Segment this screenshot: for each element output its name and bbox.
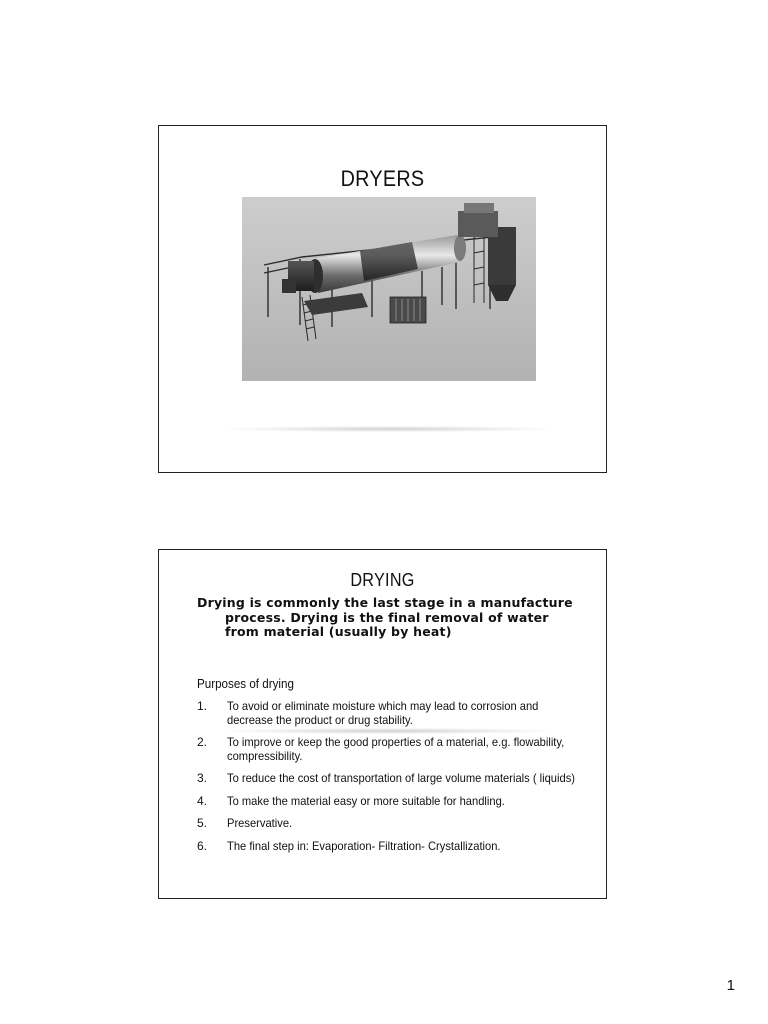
list-item-number: 2.: [197, 735, 208, 749]
list-item-text: To make the material easy or more suitable for handling.: [227, 793, 505, 808]
list-item-number: 6.: [197, 838, 208, 853]
list-item-number: 5.: [197, 816, 208, 830]
list-item-text: To avoid or eliminate moisture which may lead to corrosion and decrease the product or drug stability.: [227, 699, 539, 727]
drying-definition: Drying is commonly the last stage in a manufacture process. Drying is the final removal of water from material (usually by heat): [197, 595, 573, 639]
slide-title: DRYERS: [340, 166, 425, 191]
page-number: 1: [726, 977, 735, 994]
list-item-text: Preservative.: [227, 816, 293, 830]
list-item-text: To improve or keep the good properties of a material, e.g. flowability, compressibility.: [227, 735, 565, 763]
list-item-text: The final step in: Evaporation- Filtration- Crystallization.: [227, 838, 501, 853]
list-item: [197, 840, 577, 854]
rotary-dryer-illustration: [242, 197, 536, 381]
list-item-text: To reduce the cost of transportation of large volume materials ( liquids): [227, 771, 575, 785]
list-item: [197, 736, 577, 763]
purposes-list: [197, 700, 577, 862]
divider-shadow: [229, 426, 549, 432]
slide-dryers: [158, 125, 607, 473]
slide-drying: [158, 549, 607, 899]
slide-title: DRYING: [350, 570, 415, 590]
list-item-number: 1.: [197, 699, 208, 713]
list-item: [197, 795, 577, 809]
list-item-number: 3.: [197, 771, 208, 785]
list-item: [197, 817, 577, 831]
list-item: [197, 700, 577, 727]
purposes-heading: Purposes of drying: [197, 677, 294, 691]
list-item: [197, 772, 577, 786]
rotary-dryer-photo: [242, 197, 536, 381]
list-item-number: 4.: [197, 793, 208, 808]
